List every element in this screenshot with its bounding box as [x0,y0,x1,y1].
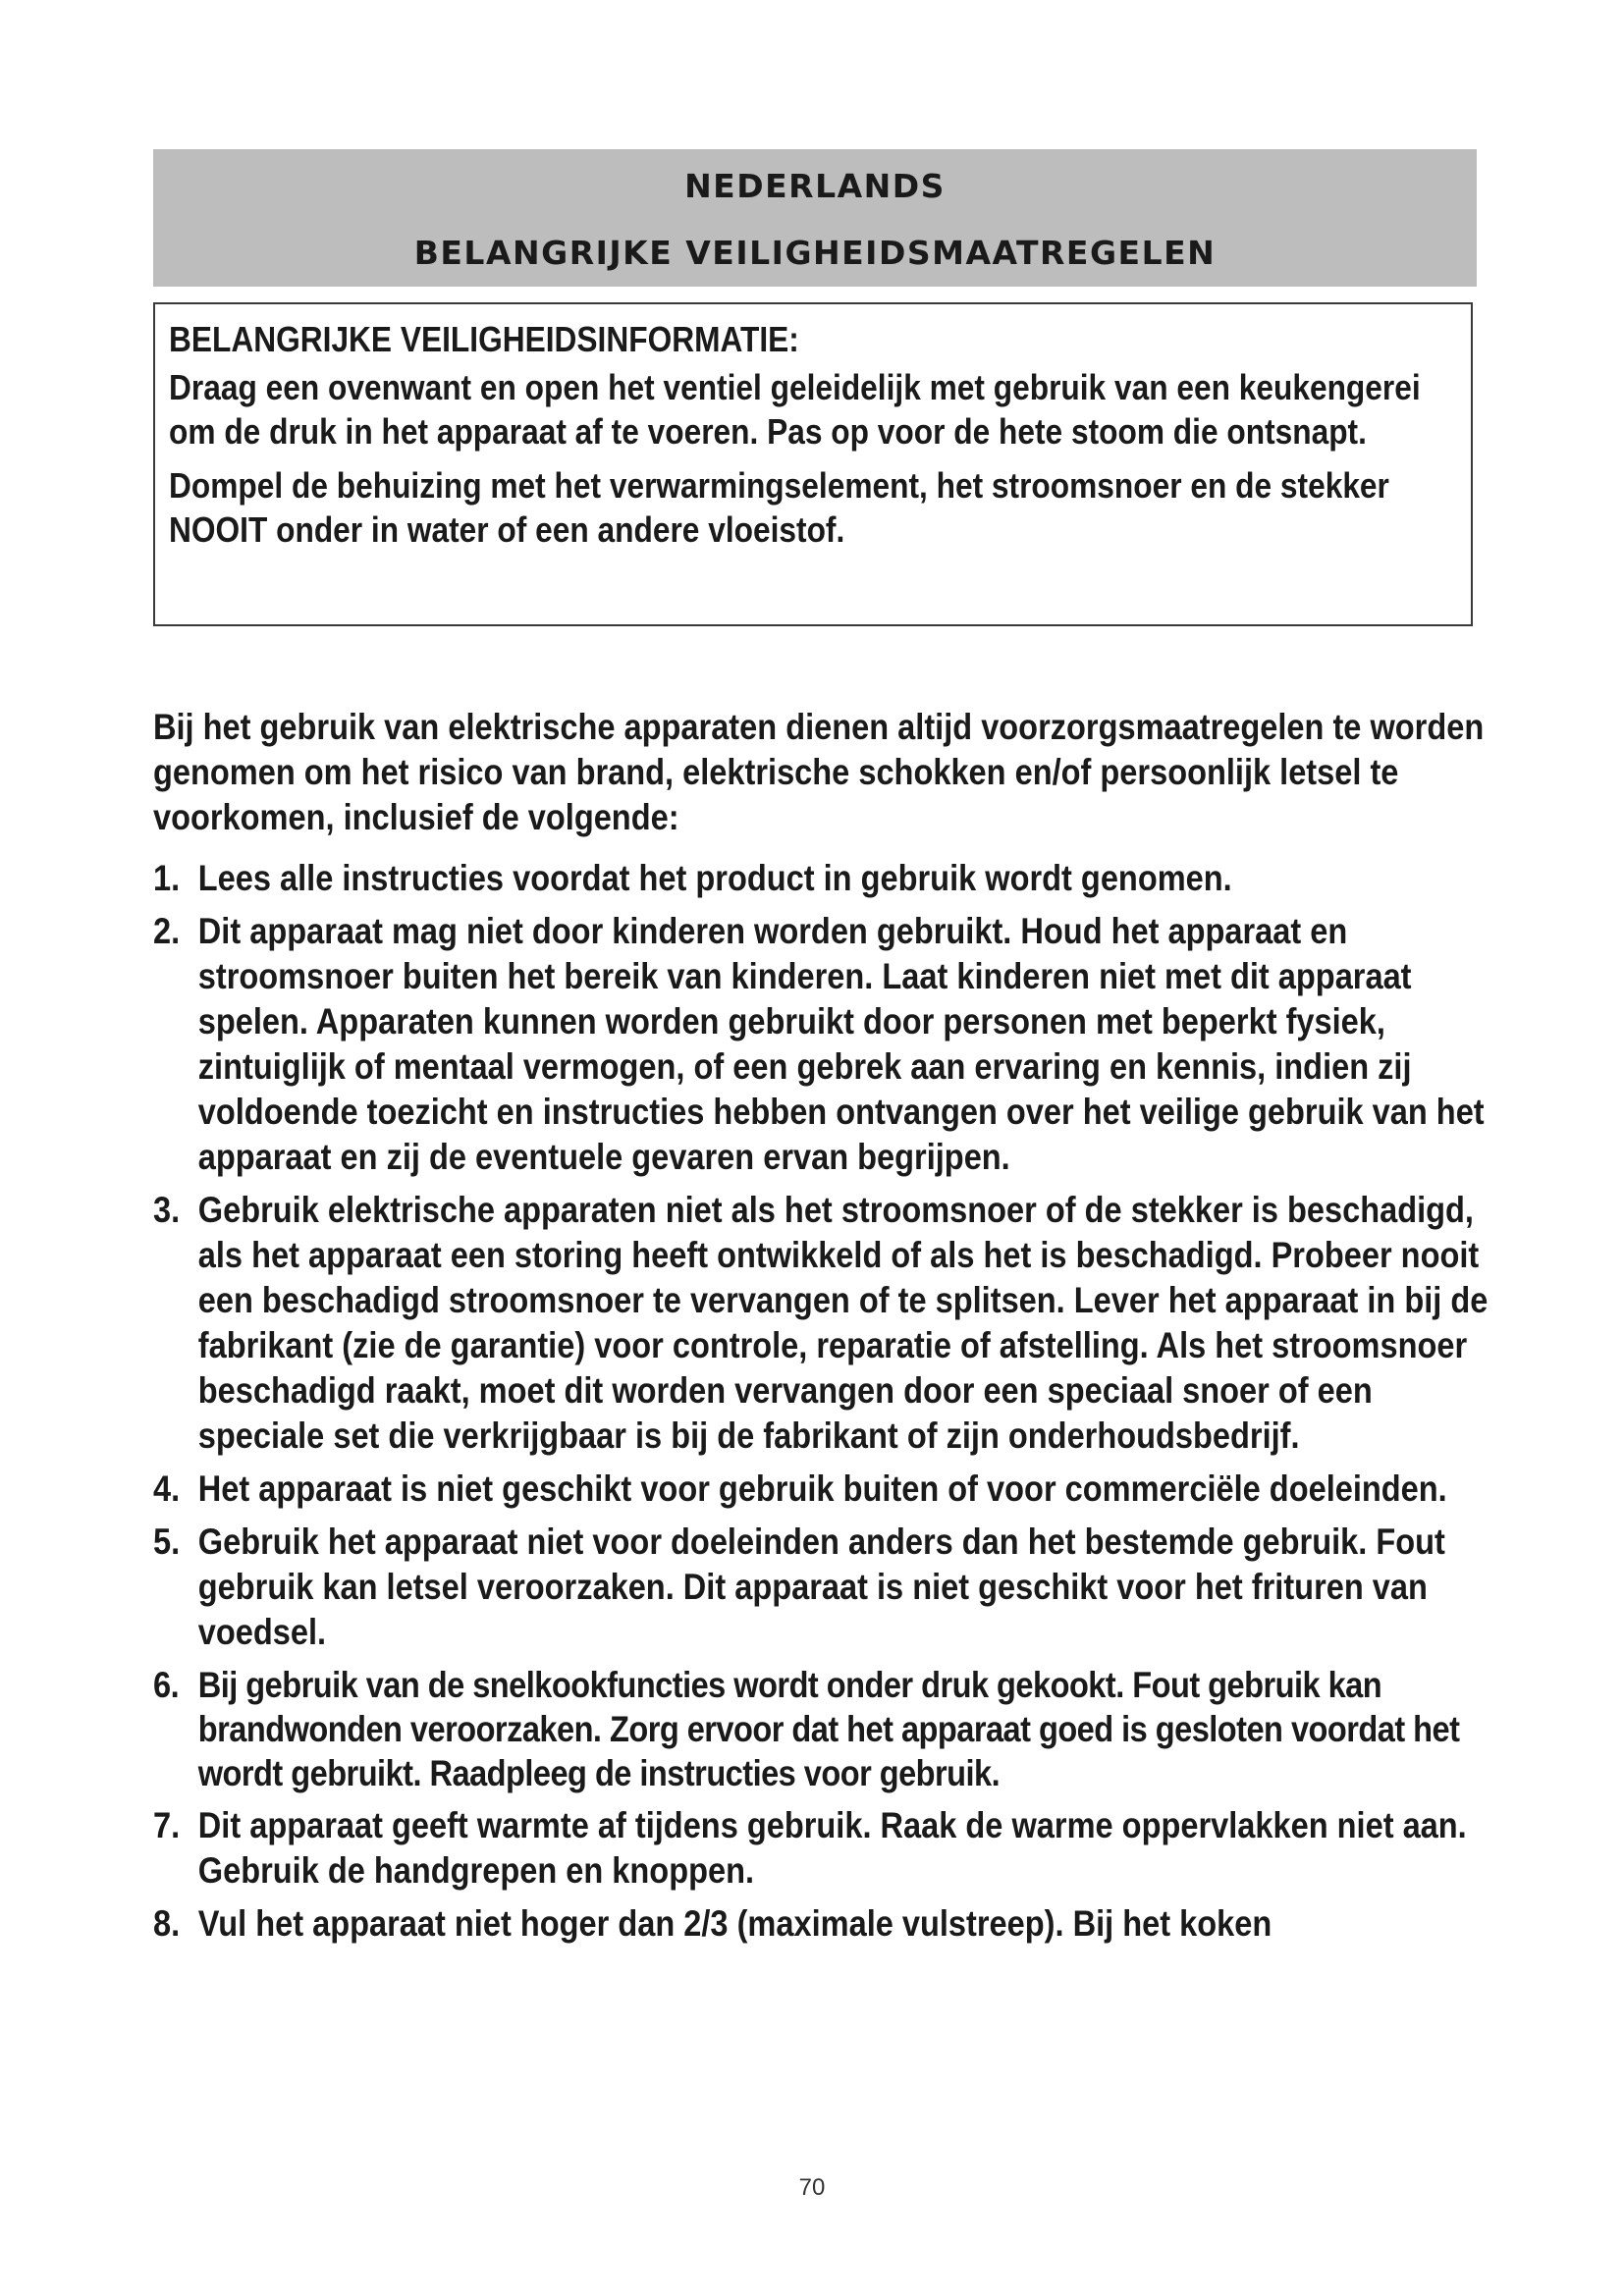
list-item [153,909,1489,1180]
intro-paragraph [153,705,1485,840]
intro-text: Bij het gebruik van elektrische apparaten dienen altijd voorzorgsmaatregelen te worden genomen om het risico van brand, elektrische schokken en/of persoonlijk letsel te voorkomen, inclusief de volgende: [153,707,1485,837]
list-item-number: 1. [153,858,181,898]
list-item-text: Vul het apparaat niet hoger dan 2/3 (maximale vulstreep). Bij het koken [197,1903,1272,1944]
instruction-list [153,856,1489,1954]
list-item-text: Bij gebruik van de snelkookfuncties wordt onder druk gekookt. Fout gebruik kan brandwonden veroorzaken. Zorg ervoor dat het apparaat goed is gesloten voordat het wordt gebruikt. Raadpleeg de instructies voor gebruik. [197,1665,1460,1793]
safety-info-paragraph-2: Dompel de behuizing met het verwarmingselement, het stroomsnoer en de stekker NOOIT onder in water of een andere vloeistof. [169,465,1389,550]
list-item-text: Het apparaat is niet geschikt voor gebruik buiten of voor commerciële doeleinden. [197,1468,1447,1509]
list-item-number: 4. [153,1468,181,1509]
safety-info-title: BELANGRIJKE VEILIGHEIDSINFORMATIE: [169,319,799,359]
list-item-number: 2. [153,911,181,951]
list-item [153,1901,1489,1947]
safety-info-box [153,302,1473,626]
list-item-number: 6. [153,1665,180,1705]
safety-info-paragraph-1: Draag een ovenwant en open het ventiel geleidelijk met gebruik van een keukengerei om de druk in het apparaat af te voeren. Pas op voor de hete stoom die ontsnapt. [169,367,1421,452]
list-item-text: Gebruik elektrische apparaten niet als het stroomsnoer of de stekker is beschadigd, als het apparaat een storing heeft ontwikkeld of als het is beschadigd. Probeer nooit een beschadigd stroomsnoer te vervangen of te splitsen. Lever het apparaat in bij de fabrikant (zie de garantie) voor controle, reparatie of afstelling. Als het stroomsnoer beschadigd raakt, moet dit worden vervangen door een speciaal snoer of een speciale set die verkrijgbaar is bij de fabrikant of zijn onderhoudsbedrijf. [197,1190,1489,1456]
list-item-number: 7. [153,1805,181,1845]
list-item [153,1803,1489,1894]
list-item [153,1520,1489,1655]
list-item [153,1663,1489,1795]
list-item-text: Lees alle instructies voordat het product in gebruik wordt genomen. [197,858,1232,898]
language-heading: NEDERLANDS [684,167,946,205]
list-item-number: 8. [153,1903,181,1944]
list-item-text: Dit apparaat geeft warmte af tijdens gebruik. Raak de warme oppervlakken niet aan. Gebruik de handgrepen en knoppen. [197,1805,1467,1891]
list-item-text: Gebruik het apparaat niet voor doeleinden anders dan het bestemde gebruik. Fout gebruik kan letsel veroorzaken. Dit apparaat is niet geschikt voor het frituren van voedsel. [197,1522,1445,1652]
list-item [153,856,1489,901]
list-item-number: 5. [153,1522,181,1562]
page-number: 70 [798,2174,826,2201]
safety-heading: BELANGRIJKE VEILIGHEIDSMAATREGELEN [413,234,1217,272]
list-item [153,1467,1489,1512]
section-header [153,149,1477,287]
list-item [153,1188,1489,1459]
list-item-number: 3. [153,1190,181,1230]
list-item-text: Dit apparaat mag niet door kinderen worden gebruikt. Houd het apparaat en stroomsnoer buiten het bereik van kinderen. Laat kinderen niet met dit apparaat spelen. Apparaten kunnen worden gebruikt door personen met beperkt fysiek, zintuiglijk of mentaal vermogen, of een gebrek aan ervaring en kennis, indien zij voldoende toezicht en instructies hebben ontvangen over het veilige gebruik van het apparaat en zij de eventuele gevaren ervan begrijpen. [197,911,1485,1177]
